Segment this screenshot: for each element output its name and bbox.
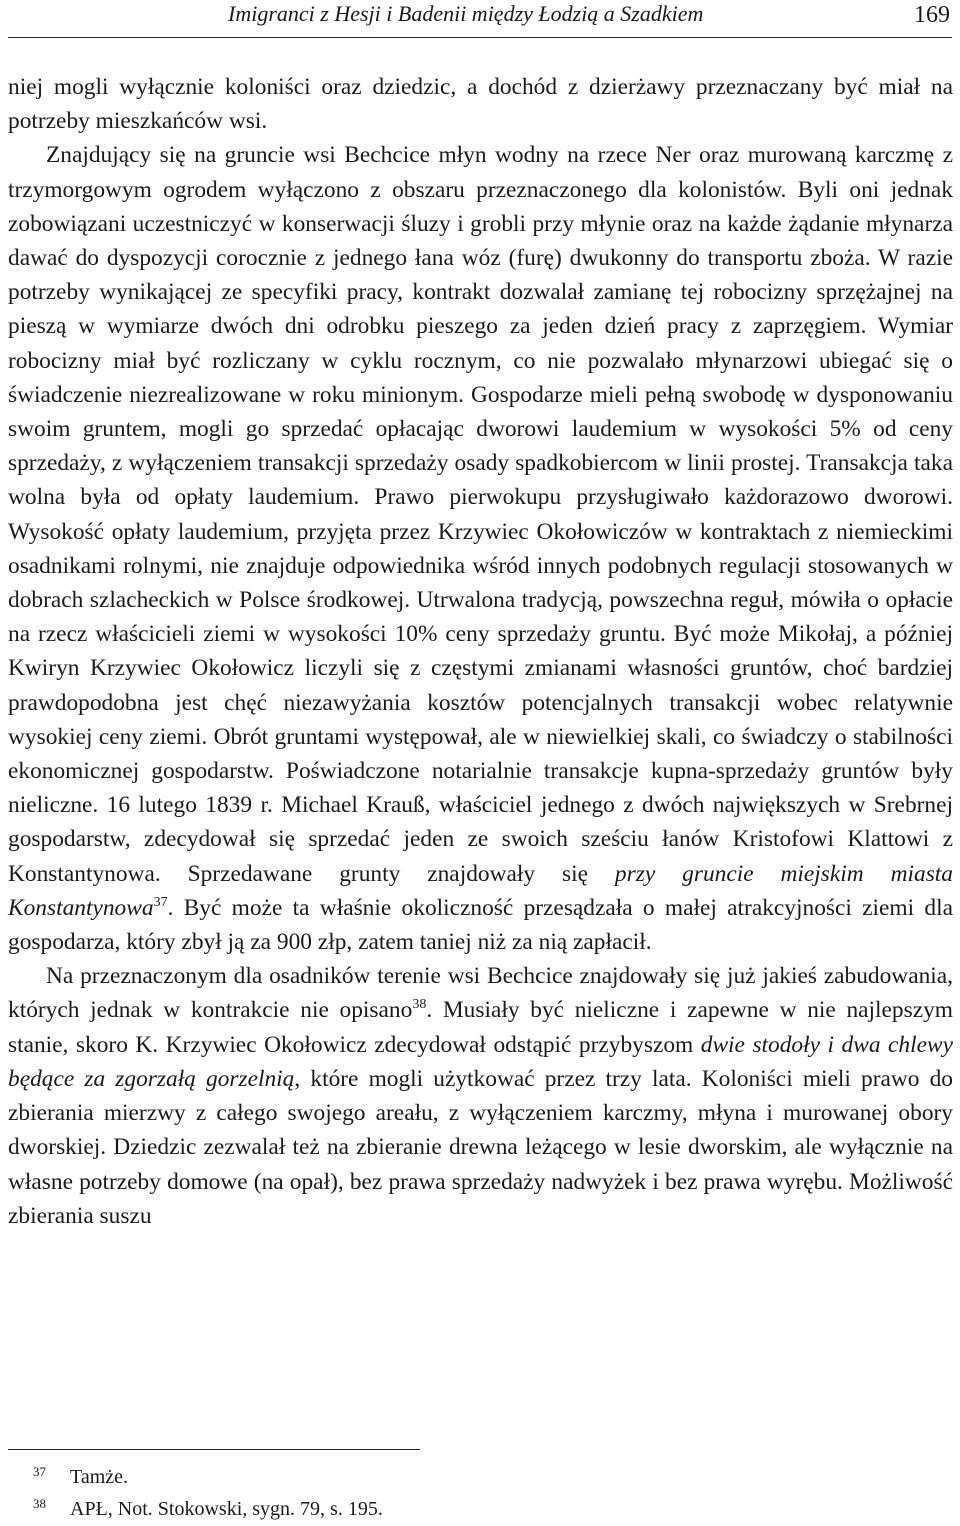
- footnote-text: Tamże.: [70, 1466, 129, 1488]
- footnote-37: [8, 1462, 948, 1494]
- paragraph-1: [8, 70, 953, 138]
- paragraph-3-text-b: . Musiały być nieliczne i zapewne w nie najlepszym stanie, skoro K. Krzywiec Okołowicz zdecydował odstąpić przybyszom: [8, 997, 954, 1058]
- main-text: [8, 70, 953, 1233]
- running-header: [8, 0, 952, 38]
- running-title: Imigranci z Hesji i Badenii między Łodzią a Szadkiem: [228, 1, 704, 26]
- footnote-number: 38: [33, 1496, 46, 1511]
- footnote-number: 37: [33, 1464, 46, 1479]
- footnote-divider: [8, 1449, 420, 1450]
- paragraph-2: [8, 138, 953, 959]
- footnotes: [8, 1462, 948, 1526]
- paragraph-3-text-a: Na przeznaczonym dla osadników terenie wsi Bechcice znajdowały się już jakieś zabudowania, których jednak w kontrakcie nie opisano: [8, 963, 953, 1024]
- paragraph-2-text-a: Znajdujący się na gruncie wsi Bechcice młyn wodny na rzece Ner oraz murowaną karczmę z trzymorgowym ogrodem wyłączono z obszaru przeznaczonego dla kolonistów. Byli oni jednak zobowiązani uczestniczyć w konserwacji śluzy i grobli przy młynie oraz na każde żądanie młynarza dawać do dyspozycji corocznie z jednego łana wóz (furę) dwukonny do transportu zboża. W razie potrzeby wynikającej ze specyfiki pracy, kontrakt dozwalał zamianę tej robocizny sprzężajnej na pieszą w wymiarze dwóch dni odrobku pieszego za jeden dzień pracy z zaprzęgiem. Wymiar robocizny miał być rozliczany w cyklu rocznym, co nie pozwalało młynarzowi ubiegać się o świadczenie niezrealizowane w roku minionym. Gospodarze mieli pełną swobodę w dysponowaniu swoim gruntem, mogli go sprzedać opłacając dworowi laudemium w wysokości 5% od ceny sprzedaży, z wyłączeniem transakcji sprzedaży osady spadkobiercom w linii prostej. Transakcja taka wolna była od opłaty laudemium. Prawo pierwokupu przysługiwało każdorazowo dworowi. Wysokość opłaty laudemium, przyjęta przez Krzywiec Okołowiczów w kontraktach z niemieckimi osadnikami rolnymi, nie znajduje odpowiednika wśród innych podobnych regulacji stosowanych w dobrach szlacheckich w Polsce środkowej. Utrwalona tradycją, powszechna reguł, mówiła o opłacie na rzecz właścicieli ziemi w wysokości 10% ceny sprzedaży gruntu. Być może Mikołaj, a później Kwiryn Krzywiec Okołowicz liczyli się z częstymi zmianami własności gruntów, choć bardziej prawdopodobna jest chęć niezawyżania kosztów potencjalnych transakcji wobec relatywnie wysokiej ceny ziemi. Obrót gruntami występował, ale w niewielkiej skali, co świadczy o stabilności ekonomicznej gospodarstw. Poświadczone notarialnie transakcje kupna-sprzedaży gruntów były nieliczne. 16 lutego 1839 r. Michael Krauß, właściciel jednego z dwóch największych w Srebrnej gospodarstw, zdecydował się sprzedać jeden ze swoich sześciu łanów Kristofowi Klattowi z Konstantynowa. Sprzedawane grunty znajdowały się: [8, 142, 953, 887]
- footnote-text: APŁ, Not. Stokowski, sygn. 79, s. 195.: [70, 1498, 383, 1520]
- paragraph-3-italic-quote: dwie stodoły i dwa chlewy będące za zgorzałą gorzelnią: [8, 1031, 953, 1092]
- paragraph-3-text-c: , które mogli użytkować przez trzy lata. Koloniści mieli prawo do zbierania mierzwy z całego swojego areału, z wyłączeniem karczmy, młyna i murowanej obory dworskiej. Dziedzic zezwalał też na zbieranie drewna leżącego w lesie dworskim, ale wyłącznie na własne potrzeby domowe (na opał), bez prawa sprzedaży nadwyżek i bez prawa wyrębu. Możliwość zbierania suszu: [8, 1065, 954, 1229]
- footnote-ref-38[interactable]: 38: [412, 997, 427, 1013]
- paragraph-2-italic-quote: przy gruncie miejskim miasta Konstantynowa: [8, 860, 953, 921]
- paragraph-2-text-b: . Być może ta właśnie okoliczność przesądzała o małej atrakcyjności ziemi dla gospodarza, który zbył ją za 900 złp, zatem taniej niż za nią zapłacił.: [8, 894, 953, 956]
- page-number: 169: [914, 2, 950, 28]
- paragraph-3: [8, 959, 953, 1233]
- footnote-ref-37[interactable]: 37: [153, 895, 168, 911]
- paragraph-1-text: niej mogli wyłącznie koloniści oraz dziedzic, a dochód z dzierżawy przeznaczany być miał na potrzeby mieszkańców wsi.: [8, 74, 953, 135]
- footnote-38: [8, 1494, 948, 1526]
